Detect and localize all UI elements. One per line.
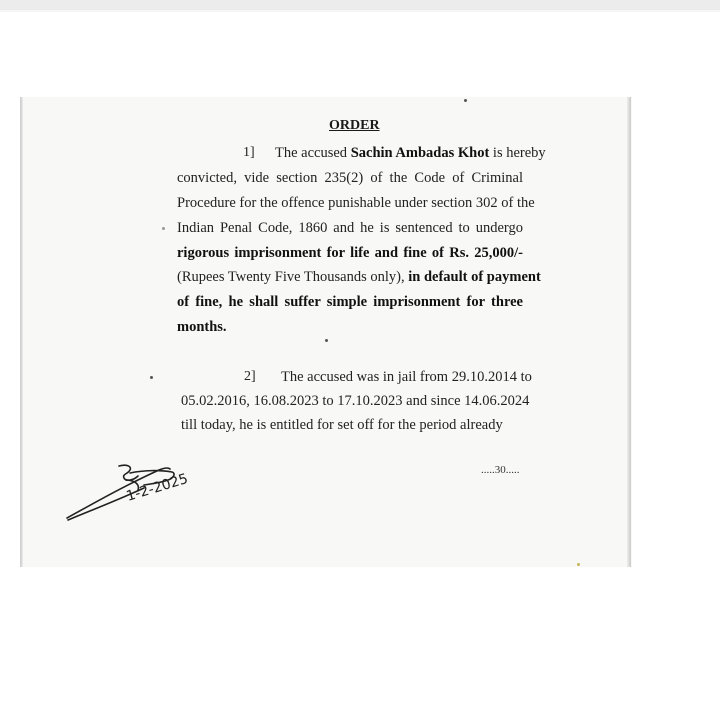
para1-line-5: rigorous imprisonment for life and fine of Rs. 25,000/- [177, 245, 523, 261]
para1-line-6-text: (Rupees Twenty Five Thousands only), [177, 269, 409, 285]
page-edge-left [20, 97, 23, 567]
accused-name: Sachin Ambadas Khot [350, 145, 490, 161]
para1-line-1 [275, 145, 546, 162]
para1-line-6 [177, 269, 541, 286]
para1-number: 1] [243, 145, 255, 160]
ink-speck [325, 339, 328, 342]
para1-line-3: Procedure for the offence punishable under section 302 of the [177, 195, 535, 211]
para1-line-1-tail: is hereby [489, 145, 546, 161]
ink-speck [464, 99, 467, 102]
signature [64, 458, 214, 528]
page-edge-right [627, 97, 631, 567]
ink-speck [150, 376, 153, 379]
para1-line-8: months. [177, 319, 227, 335]
signature-date: 1-2-2025 [124, 470, 190, 505]
ink-speck [162, 227, 165, 230]
para1-line-4: Indian Penal Code, 1860 and he is sentenced to undergo [177, 220, 523, 236]
top-bar [0, 0, 720, 10]
order-heading: ORDER [329, 118, 380, 133]
para1-line-6-bold: in default of payment [408, 269, 541, 285]
para2-number: 2] [244, 369, 256, 384]
ink-speck [577, 563, 580, 566]
para2-line-2: 05.02.2016, 16.08.2023 to 17.10.2023 and since 14.06.2024 [181, 393, 530, 409]
para1-line-2: convicted, vide section 235(2) of the Code of Criminal [177, 170, 523, 186]
para1-line-7: of fine, he shall suffer simple imprisonment for three [177, 294, 523, 310]
para2-line-1: The accused was in jail from 29.10.2014 to [281, 369, 532, 385]
page-continuation-marker: .....30..... [481, 464, 520, 476]
para1-line-1-text: The accused [275, 145, 351, 161]
top-bar-divider [0, 10, 720, 12]
para2-line-3: till today, he is entitled for set off for the period already [181, 417, 503, 433]
